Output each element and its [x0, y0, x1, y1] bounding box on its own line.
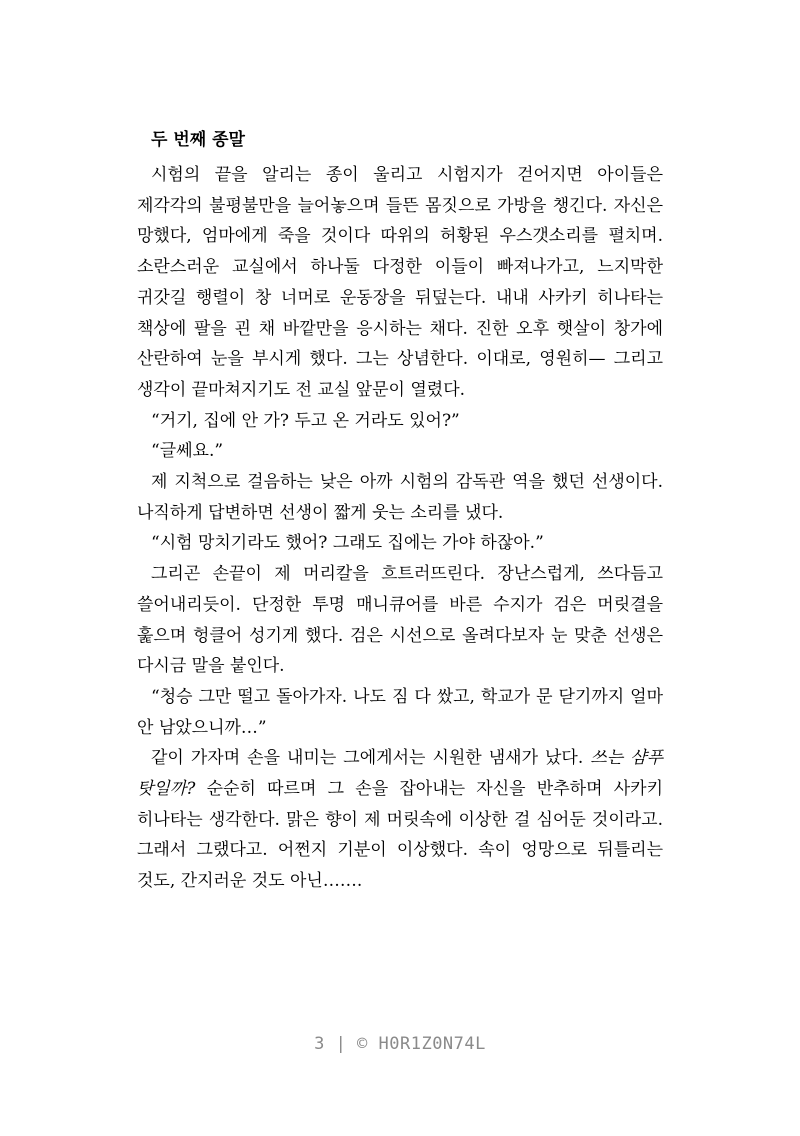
- dialogue-line: “글쎄요.”: [151, 441, 224, 462]
- paragraph-final: [137, 743, 663, 897]
- chapter-heading: 두 번째 종말: [151, 130, 245, 150]
- paragraph-text: 같이 가자며 손을 내미는 그에게서는 시원한 냄새가 났다.: [151, 748, 591, 769]
- paragraph: 제 지척으로 걸음하는 낮은 아까 시험의 감독관 역을 했던 선생이다. 나직하게 답변하면 선생이 짧게 웃는 소리를 냈다.: [137, 472, 663, 523]
- paragraph: 시험의 끝을 알리는 종이 울리고 시험지가 걷어지면 아이들은 제각각의 불평불만을 늘어놓으며 들뜬 몸짓으로 가방을 챙긴다. 자신은 망했다, 엄마에게 죽을 것이다 따위의 허황된 우스갯소리를 펼치며. 소란스러운 교실에서 하나둘 다정한 이들이 빠져나가고, 느지막한 귀갓길 행렬이 창 너머로 운동장을 뒤덮는다. 내내 사카키 히나타는 책상에 팔을 괸 채 바깥만을 응시하는 채다. 진한 오후 햇살이 창가에 산란하여 눈을 부시게 했다. 그는 상념한다. 이대로, 영원히— 그리고 생각이 끝마쳐지기도 전 교실 앞문이 열렸다.: [137, 165, 663, 400]
- paragraph-text: 순순히 따르며 그 손을 잡아내는 자신을 반추하며 사카키 히나타는 생각한다. 맑은 향이 제 머릿속에 이상한 걸 심어둔 것이라고. 그래서 그랬다고. 어쩐지 기분이 이상했다. 속이 엉망으로 뒤틀리는 것도, 간지러운 것도 아닌…….: [137, 779, 663, 892]
- document-body: [137, 127, 663, 897]
- page-footer: 3 | © H0R1Z0N74L: [314, 1034, 486, 1054]
- italic-thought: 쓰는 샴푸 탓일까?: [137, 748, 664, 800]
- dialogue-line: “거기, 집에 안 가? 두고 온 거라도 있어?”: [151, 410, 460, 431]
- paragraph: 그리곤 손끝이 제 머리칼을 흐트러뜨린다. 장난스럽게, 쓰다듬고 쓸어내리듯이. 단정한 투명 매니큐어를 바른 수지가 검은 머릿결을 훑으며 헝클어 성기게 했다. 검은 시선으로 올려다보자 눈 맞춘 선생은 다시금 말을 붙인다.: [137, 564, 663, 677]
- dialogue-line: “시험 망치기라도 했어? 그래도 집에는 가야 하잖아.”: [151, 533, 544, 554]
- dialogue-line: “청승 그만 떨고 돌아가자. 나도 짐 다 쌌고, 학교가 문 닫기까지 얼마 안 남았으니까…”: [137, 686, 663, 738]
